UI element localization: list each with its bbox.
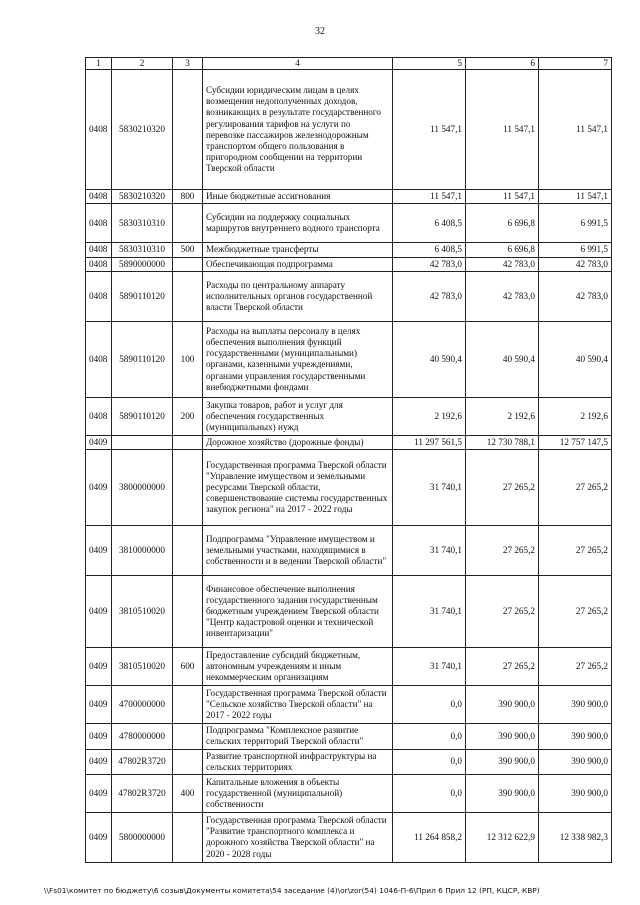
table-row xyxy=(86,686,612,724)
amount-col6-cell: 12 312 622,9 xyxy=(466,812,539,862)
expense-type-cell: 200 xyxy=(173,397,203,435)
amount-col7-cell: 6 991,5 xyxy=(539,204,612,243)
amount-col5-cell: 6 408,5 xyxy=(393,204,466,243)
section-code-cell: 0408 xyxy=(86,190,112,204)
budget-table xyxy=(85,57,612,863)
amount-col7-cell: 27 265,2 xyxy=(539,450,612,526)
amount-col5-cell: 40 590,4 xyxy=(393,321,466,397)
amount-col5-cell: 0,0 xyxy=(393,774,466,812)
item-name-cell: Капитальные вложения в объекты государственной (муниципальной) собственности xyxy=(203,774,393,812)
amount-col6-cell: 40 590,4 xyxy=(466,321,539,397)
section-code-cell: 0408 xyxy=(86,257,112,271)
table-row xyxy=(86,648,612,686)
amount-col5-cell: 42 783,0 xyxy=(393,271,466,321)
amount-col6-cell: 27 265,2 xyxy=(466,648,539,686)
target-code-cell: 5830310310 xyxy=(112,204,173,243)
column-header-6: 6 xyxy=(466,58,539,70)
expense-type-cell xyxy=(173,686,203,724)
amount-col7-cell: 390 900,0 xyxy=(539,749,612,774)
target-code-cell: 5890110120 xyxy=(112,397,173,435)
table-row xyxy=(86,812,612,862)
expense-type-cell: 500 xyxy=(173,243,203,257)
item-name-cell: Государственная программа Тверской области "Развитие транспортного комплекса и дорожного хозяйства Тверской области" на 2020 - 2028 годы xyxy=(203,812,393,862)
section-code-cell: 0409 xyxy=(86,774,112,812)
expense-type-cell: 100 xyxy=(173,321,203,397)
column-header-7: 7 xyxy=(539,58,612,70)
column-header-4: 4 xyxy=(203,58,393,70)
amount-col7-cell: 12 338 982,3 xyxy=(539,812,612,862)
target-code-cell: 3810510020 xyxy=(112,648,173,686)
item-name-cell: Дорожное хозяйство (дорожные фонды) xyxy=(203,435,393,449)
amount-col5-cell: 31 740,1 xyxy=(393,576,466,648)
target-code-cell: 4700000000 xyxy=(112,686,173,724)
expense-type-cell xyxy=(173,576,203,648)
amount-col7-cell: 12 757 147,5 xyxy=(539,435,612,449)
section-code-cell: 0409 xyxy=(86,724,112,749)
expense-type-cell xyxy=(173,812,203,862)
amount-col5-cell: 42 783,0 xyxy=(393,257,466,271)
amount-col6-cell: 42 783,0 xyxy=(466,271,539,321)
amount-col6-cell: 27 265,2 xyxy=(466,450,539,526)
expense-type-cell xyxy=(173,526,203,576)
section-code-cell: 0409 xyxy=(86,648,112,686)
amount-col6-cell: 6 696,8 xyxy=(466,243,539,257)
amount-col7-cell: 390 900,0 xyxy=(539,774,612,812)
amount-col5-cell: 2 192,6 xyxy=(393,397,466,435)
item-name-cell: Расходы по центральному аппарату исполнительных органов государственной власти Тверской области xyxy=(203,271,393,321)
column-header-1: 1 xyxy=(86,58,112,70)
target-code-cell: 4780000000 xyxy=(112,724,173,749)
table-row xyxy=(86,724,612,749)
expense-type-cell xyxy=(173,450,203,526)
section-code-cell: 0408 xyxy=(86,321,112,397)
amount-col7-cell: 27 265,2 xyxy=(539,648,612,686)
column-header-5: 5 xyxy=(393,58,466,70)
amount-col6-cell: 390 900,0 xyxy=(466,749,539,774)
section-code-cell: 0409 xyxy=(86,812,112,862)
table-row xyxy=(86,450,612,526)
amount-col6-cell: 390 900,0 xyxy=(466,686,539,724)
amount-col5-cell: 0,0 xyxy=(393,724,466,749)
expense-type-cell xyxy=(173,749,203,774)
table-row xyxy=(86,526,612,576)
section-code-cell: 0408 xyxy=(86,243,112,257)
section-code-cell: 0409 xyxy=(86,749,112,774)
table-row xyxy=(86,190,612,204)
item-name-cell: Подпрограмма "Управление имуществом и земельными участками, находящимися в собственности и в ведении Тверской области" xyxy=(203,526,393,576)
target-code-cell: 5830210320 xyxy=(112,190,173,204)
section-code-cell: 0409 xyxy=(86,435,112,449)
item-name-cell: Субсидии на поддержку социальных маршрутов внутреннего водного транспорта xyxy=(203,204,393,243)
table-row xyxy=(86,774,612,812)
expense-type-cell xyxy=(173,204,203,243)
amount-col5-cell: 31 740,1 xyxy=(393,450,466,526)
amount-col5-cell: 11 547,1 xyxy=(393,70,466,190)
amount-col5-cell: 31 740,1 xyxy=(393,526,466,576)
amount-col6-cell: 42 783,0 xyxy=(466,257,539,271)
amount-col7-cell: 40 590,4 xyxy=(539,321,612,397)
item-name-cell: Иные бюджетные ассигнования xyxy=(203,190,393,204)
amount-col6-cell: 27 265,2 xyxy=(466,576,539,648)
target-code-cell xyxy=(112,435,173,449)
target-code-cell: 47802R3720 xyxy=(112,774,173,812)
file-path-footer: \\Fs01\комитет по бюджету\6 созыв\Документы комитета\54 заседание (4)\or\zor(54) 1046-П-6\Прил 6 Прил 12 (РП, КЦСР, КВР) xyxy=(44,886,540,895)
amount-col5-cell: 31 740,1 xyxy=(393,648,466,686)
item-name-cell: Предоставление субсидий бюджетным, автономным учреждениям и иным некоммерческим организациям xyxy=(203,648,393,686)
amount-col7-cell: 11 547,1 xyxy=(539,70,612,190)
item-name-cell: Межбюджетные трансферты xyxy=(203,243,393,257)
amount-col5-cell: 0,0 xyxy=(393,686,466,724)
expense-type-cell: 600 xyxy=(173,648,203,686)
expense-type-cell xyxy=(173,271,203,321)
section-code-cell: 0408 xyxy=(86,271,112,321)
amount-col5-cell: 11 264 858,2 xyxy=(393,812,466,862)
column-header-3: 3 xyxy=(173,58,203,70)
expense-type-cell xyxy=(173,724,203,749)
header-row xyxy=(86,58,612,70)
amount-col7-cell: 390 900,0 xyxy=(539,686,612,724)
target-code-cell: 5890000000 xyxy=(112,257,173,271)
amount-col6-cell: 390 900,0 xyxy=(466,724,539,749)
table-row xyxy=(86,749,612,774)
target-code-cell: 3800000000 xyxy=(112,450,173,526)
amount-col7-cell: 42 783,0 xyxy=(539,257,612,271)
column-header-2: 2 xyxy=(112,58,173,70)
section-code-cell: 0408 xyxy=(86,204,112,243)
amount-col7-cell: 27 265,2 xyxy=(539,576,612,648)
target-code-cell: 5890110120 xyxy=(112,271,173,321)
target-code-cell: 47802R3720 xyxy=(112,749,173,774)
amount-col6-cell: 2 192,6 xyxy=(466,397,539,435)
amount-col6-cell: 27 265,2 xyxy=(466,526,539,576)
section-code-cell: 0409 xyxy=(86,686,112,724)
table-row xyxy=(86,397,612,435)
target-code-cell: 5830210320 xyxy=(112,70,173,190)
expense-type-cell xyxy=(173,70,203,190)
amount-col6-cell: 390 900,0 xyxy=(466,774,539,812)
amount-col5-cell: 0,0 xyxy=(393,749,466,774)
expense-type-cell xyxy=(173,435,203,449)
item-name-cell: Подпрограмма "Комплексное развитие сельских территорий Тверской области" xyxy=(203,724,393,749)
table-row xyxy=(86,204,612,243)
item-name-cell: Государственная программа Тверской области "Управление имуществом и земельными ресурсами Тверской области, совершенствование системы государственных закупок региона" на 2017 - 2022 годы xyxy=(203,450,393,526)
item-name-cell: Развитие транспортной инфраструктуры на сельских территориях xyxy=(203,749,393,774)
amount-col7-cell: 6 991,5 xyxy=(539,243,612,257)
amount-col7-cell: 27 265,2 xyxy=(539,526,612,576)
table-row xyxy=(86,271,612,321)
amount-col6-cell: 6 696,8 xyxy=(466,204,539,243)
target-code-cell: 5830310310 xyxy=(112,243,173,257)
target-code-cell: 3810000000 xyxy=(112,526,173,576)
amount-col6-cell: 11 547,1 xyxy=(466,70,539,190)
expense-type-cell xyxy=(173,257,203,271)
section-code-cell: 0408 xyxy=(86,397,112,435)
section-code-cell: 0409 xyxy=(86,450,112,526)
amount-col6-cell: 12 730 788,1 xyxy=(466,435,539,449)
amount-col7-cell: 11 547,1 xyxy=(539,190,612,204)
item-name-cell: Обеспечивающая подпрограмма xyxy=(203,257,393,271)
page-number: 32 xyxy=(315,26,325,37)
item-name-cell: Субсидии юридическим лицам в целях возмещения недополученных доходов, возникающих в результате государственного регулирования тарифов на услуги по перевозке пассажиров железнодорожным транспортом общего пользования в пригородном сообщении на территории Тверской области xyxy=(203,70,393,190)
amount-col7-cell: 42 783,0 xyxy=(539,271,612,321)
table-row xyxy=(86,321,612,397)
table-row xyxy=(86,257,612,271)
amount-col5-cell: 11 547,1 xyxy=(393,190,466,204)
table-row xyxy=(86,576,612,648)
table-row xyxy=(86,435,612,449)
expense-type-cell: 400 xyxy=(173,774,203,812)
amount-col7-cell: 2 192,6 xyxy=(539,397,612,435)
amount-col6-cell: 11 547,1 xyxy=(466,190,539,204)
target-code-cell: 5890110120 xyxy=(112,321,173,397)
table-row xyxy=(86,70,612,190)
target-code-cell: 5800000000 xyxy=(112,812,173,862)
target-code-cell: 3810510020 xyxy=(112,576,173,648)
item-name-cell: Расходы на выплаты персоналу в целях обеспечения выполнения функций государственными (муниципальными) органами, казенными учреждениями, органами управления государственными внебюджетными фондами xyxy=(203,321,393,397)
item-name-cell: Государственная программа Тверской области "Сельское хозяйство Тверской области" на 2017 - 2022 годы xyxy=(203,686,393,724)
section-code-cell: 0408 xyxy=(86,70,112,190)
item-name-cell: Финансовое обеспечение выполнения государственного задания государственным бюджетным учреждением Тверской области "Центр кадастровой оценки и технической инвентаризации" xyxy=(203,576,393,648)
expense-type-cell: 800 xyxy=(173,190,203,204)
amount-col5-cell: 6 408,5 xyxy=(393,243,466,257)
item-name-cell: Закупка товаров, работ и услуг для обеспечения государственных (муниципальных) нужд xyxy=(203,397,393,435)
table-row xyxy=(86,243,612,257)
amount-col7-cell: 390 900,0 xyxy=(539,724,612,749)
amount-col5-cell: 11 297 561,5 xyxy=(393,435,466,449)
section-code-cell: 0409 xyxy=(86,526,112,576)
section-code-cell: 0409 xyxy=(86,576,112,648)
